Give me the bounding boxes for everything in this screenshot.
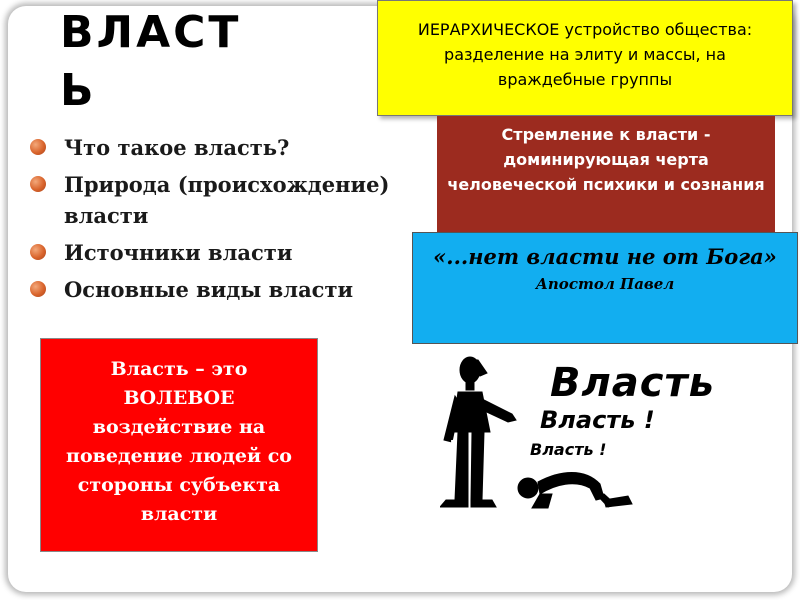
quote-box bbox=[412, 232, 798, 344]
striving-box: Стремление к власти - доминирующая черта человеческой психики и сознания bbox=[437, 116, 775, 232]
bullet-item bbox=[30, 237, 400, 268]
bullet-text: Природа (происхождение) власти bbox=[64, 172, 390, 228]
hierarchy-box: ИЕРАРХИЧЕСКОЕ устройство общества: разделение на элиту и массы, на враждебные группы bbox=[377, 0, 793, 116]
bullet-text: Источники власти bbox=[64, 240, 293, 265]
slide-title: ВЛАСТ Ь bbox=[60, 7, 242, 116]
bullet-dot-icon bbox=[30, 176, 46, 192]
bullet-text: Что такое власть? bbox=[64, 135, 290, 160]
bullet-item bbox=[30, 169, 400, 231]
definition-box: Власть – это ВОЛЕВОЕ воздействие на поведение людей со стороны субъекта власти bbox=[40, 338, 318, 552]
bullet-dot-icon bbox=[30, 244, 46, 260]
quote-text: «...нет власти не от Бога» bbox=[433, 244, 777, 269]
bullet-item bbox=[30, 132, 400, 163]
bullet-dot-icon bbox=[30, 139, 46, 155]
quote-author: Апостол Павел bbox=[535, 275, 675, 293]
bullet-list bbox=[30, 132, 400, 311]
power-word-medium: Власть ! bbox=[540, 406, 655, 434]
power-word-large: Власть bbox=[550, 360, 715, 406]
bullet-item bbox=[30, 274, 400, 305]
bullet-text: Основные виды власти bbox=[64, 277, 354, 302]
bullet-dot-icon bbox=[30, 281, 46, 297]
power-word-small: Власть ! bbox=[530, 440, 607, 459]
